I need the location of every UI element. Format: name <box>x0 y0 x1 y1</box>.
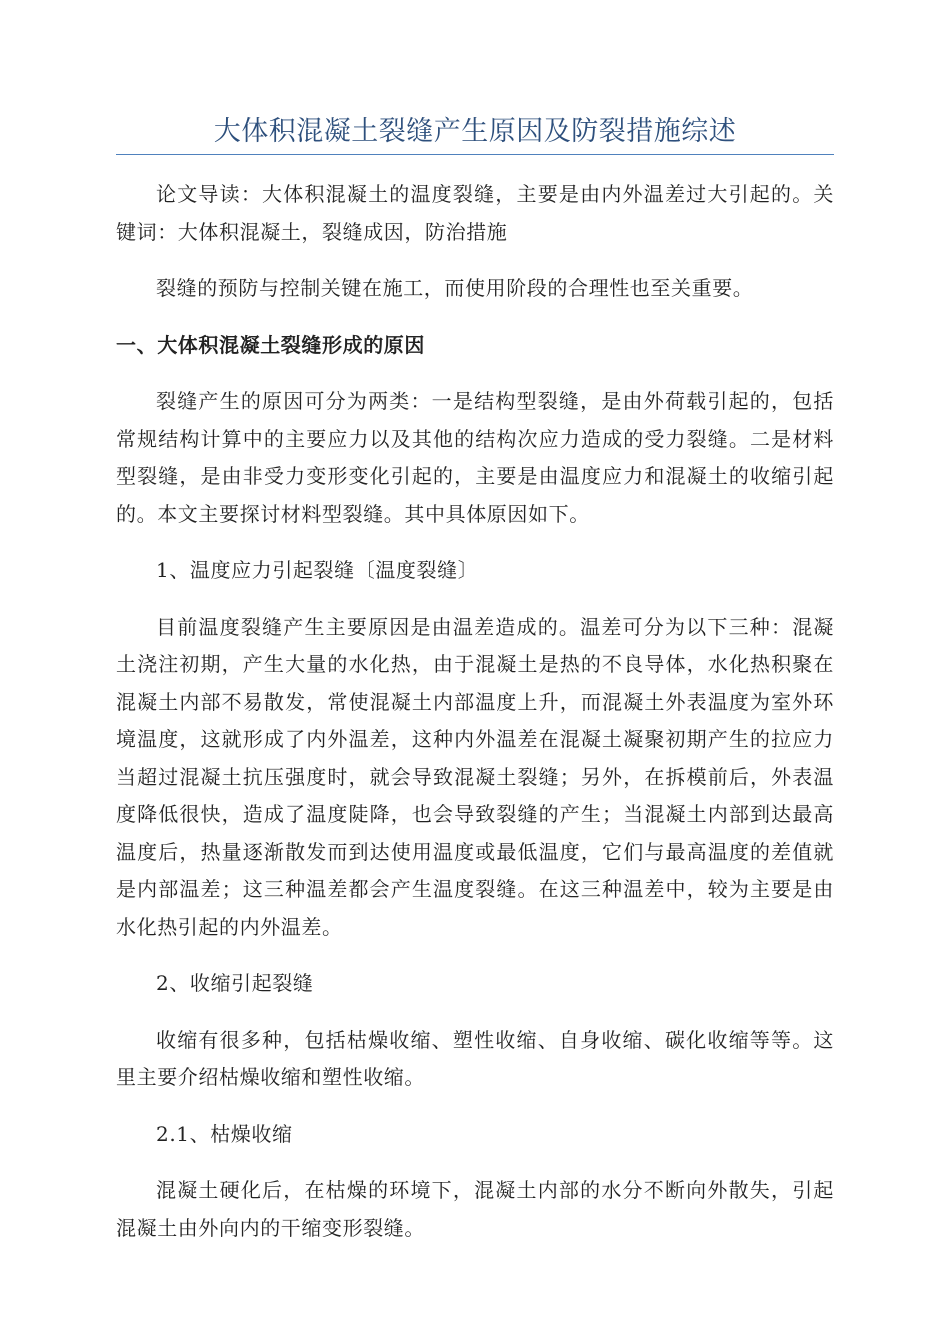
causes-paragraph: 裂缝产生的原因可分为两类：一是结构型裂缝，是由外荷载引起的，包括常规结构计算中的主要应力以及其他的结构次应力造成的受力裂缝。二是材料型裂缝，是由非受力变形变化引起的，主要是由温度应力和混凝土的收缩引起的。本文主要探讨材料型裂缝。其中具体原因如下。 <box>116 389 834 526</box>
subheading-dry-shrinkage: 2.1、枯燥收缩 <box>156 1121 293 1146</box>
intro-paragraph: 裂缝的预防与控制关键在施工，而使用阶段的合理性也至关重要。 <box>156 276 754 300</box>
subheading-temperature-cracks: 1、温度应力引起裂缝〔温度裂缝〕 <box>156 558 479 582</box>
title-underline <box>116 154 834 155</box>
dry-shrinkage-paragraph: 混凝土硬化后，在枯燥的环境下，混凝土内部的水分不断向外散失，引起混凝土由外向内的干缩变形裂缝。 <box>116 1178 834 1240</box>
section-heading-1: 一、大体积混凝土裂缝形成的原因 <box>116 332 425 357</box>
shrinkage-paragraph: 收缩有很多种，包括枯燥收缩、塑性收缩、自身收缩、碳化收缩等等。这里主要介绍枯燥收缩和塑性收缩。 <box>116 1027 834 1089</box>
subheading-shrinkage-cracks: 2、收缩引起裂缝 <box>156 971 314 995</box>
document-title: 大体积混凝土裂缝产生原因及防裂措施综述 <box>213 116 737 147</box>
temperature-paragraph: 目前温度裂缝产生主要原因是由温差造成的。温差可分为以下三种：混凝土浇注初期，产生大量的水化热，由于混凝土是热的不良导体，水化热积聚在混凝土内部不易散发，常使混凝土内部温度上升，而混凝土外表温度为室外环境温度，这就形成了内外温差，这种内外温差在混凝土凝聚初期产生的拉应力当超过混凝土抗压强度时，就会导致混凝土裂缝；另外，在拆模前后，外表温度降低很快，造成了温度陡降，也会导致裂缝的产生；当混凝土内部到达最高温度后，热量逐渐散发而到达使用温度或最低温度，它们与最高温度的差值就是内部温差；这三种温差都会产生温度裂缝。在这三种温差中，较为主要是由水化热引起的内外温差。 <box>116 614 834 939</box>
abstract-paragraph: 论文导读：大体积混凝土的温度裂缝，主要是由内外温差过大引起的。关键词：大体积混凝土，裂缝成因，防治措施 <box>116 182 834 244</box>
document-body <box>116 176 834 1266</box>
